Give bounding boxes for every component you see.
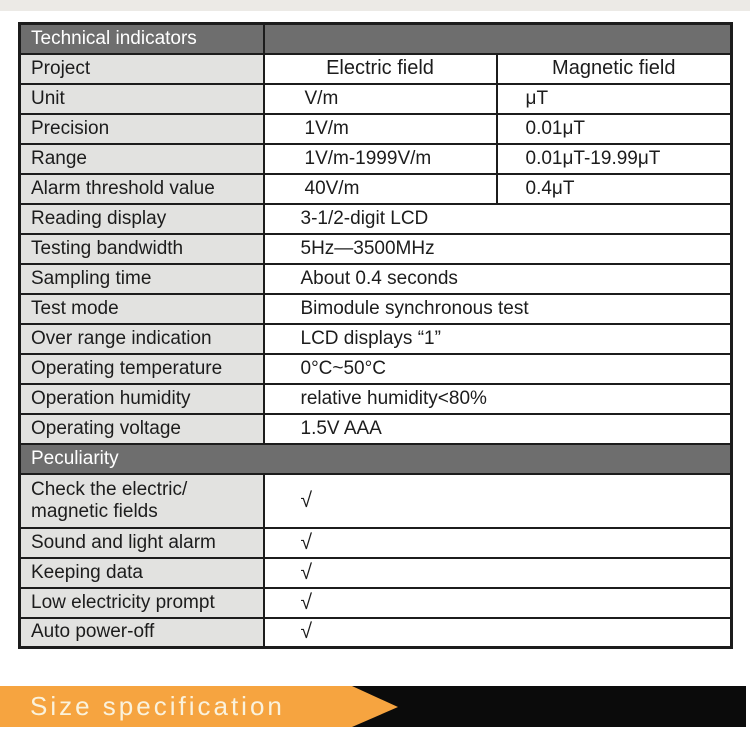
value-cell-merged: 5Hz—3500MHz (264, 234, 732, 264)
column-header-magnetic-field: Magnetic field (497, 54, 732, 84)
section-title-technical-indicators: Technical indicators (20, 24, 264, 54)
value-cell-electric: 1V/m (264, 114, 497, 144)
label-cell-reading-display: Reading display (20, 204, 264, 234)
value-cell-merged: LCD displays “1” (264, 324, 732, 354)
label-cell-testing-bandwidth: Testing bandwidth (20, 234, 264, 264)
table-row-alarm-threshold (20, 174, 732, 204)
table-row-operation-humidity (20, 384, 732, 414)
table-row-auto-power-off (20, 618, 732, 648)
label-cell-keeping-data: Keeping data (20, 558, 264, 588)
label-cell-project: Project (20, 54, 264, 84)
banner-arrow-icon (352, 686, 398, 727)
value-cell-magnetic: 0.01μT-19.99μT (497, 144, 732, 174)
table-row-operating-voltage (20, 414, 732, 444)
table-row-precision (20, 114, 732, 144)
size-specification-banner (0, 686, 352, 727)
section-header-row (20, 24, 732, 54)
table-row-over-range-indication (20, 324, 732, 354)
table-row-keeping-data (20, 558, 732, 588)
table-row-range (20, 144, 732, 174)
checkmark-cell: √ (264, 528, 732, 558)
value-cell-merged: relative humidity<80% (264, 384, 732, 414)
label-line-1: Check the electric/ (31, 478, 188, 500)
label-cell-over-range-indication: Over range indication (20, 324, 264, 354)
section-header-spacer-cell (264, 24, 732, 54)
value-cell-merged: Bimodule synchronous test (264, 294, 732, 324)
table-row-low-electricity-prompt (20, 588, 732, 618)
label-cell-check-fields (20, 474, 264, 528)
table-row-sampling-time (20, 264, 732, 294)
label-cell-sound-light-alarm: Sound and light alarm (20, 528, 264, 558)
checkmark-cell: √ (264, 474, 732, 528)
label-cell-low-electricity-prompt: Low electricity prompt (20, 588, 264, 618)
value-cell-electric: 40V/m (264, 174, 497, 204)
checkmark-cell: √ (264, 558, 732, 588)
value-cell-magnetic: 0.4μT (497, 174, 732, 204)
section-title-peculiarity: Peculiarity (20, 444, 732, 474)
value-cell-merged: 3-1/2-digit LCD (264, 204, 732, 234)
label-cell-operating-temperature: Operating temperature (20, 354, 264, 384)
table-row-check-fields (20, 474, 732, 528)
table-row-sound-light-alarm (20, 528, 732, 558)
value-cell-magnetic: μT (497, 84, 732, 114)
label-cell-operation-humidity: Operation humidity (20, 384, 264, 414)
banner-title: Size specification (30, 691, 285, 721)
checkmark-cell: √ (264, 588, 732, 618)
value-cell-merged: 0°C~50°C (264, 354, 732, 384)
checkmark-cell: √ (264, 618, 732, 648)
value-cell-electric: V/m (264, 84, 497, 114)
value-cell-merged: 1.5V AAA (264, 414, 732, 444)
column-header-electric-field: Electric field (264, 54, 497, 84)
label-cell-auto-power-off: Auto power-off (20, 618, 264, 648)
label-cell-precision: Precision (20, 114, 264, 144)
table-row-unit (20, 84, 732, 114)
value-cell-magnetic: 0.01μT (497, 114, 732, 144)
label-cell-sampling-time: Sampling time (20, 264, 264, 294)
label-cell-alarm-threshold: Alarm threshold value (20, 174, 264, 204)
table-row-project (20, 54, 732, 84)
label-cell-unit: Unit (20, 84, 264, 114)
table-row-test-mode (20, 294, 732, 324)
table-row-operating-temperature (20, 354, 732, 384)
label-cell-range: Range (20, 144, 264, 174)
value-cell-merged: About 0.4 seconds (264, 264, 732, 294)
technical-indicators-table (18, 22, 733, 649)
label-line-2: magnetic fields (31, 500, 158, 522)
table-row-reading-display (20, 204, 732, 234)
label-cell-operating-voltage: Operating voltage (20, 414, 264, 444)
top-strip (0, 0, 750, 11)
section-header-row-peculiarity (20, 444, 732, 474)
table-row-testing-bandwidth (20, 234, 732, 264)
label-cell-test-mode: Test mode (20, 294, 264, 324)
banner-black-band (352, 686, 746, 727)
value-cell-electric: 1V/m-1999V/m (264, 144, 497, 174)
